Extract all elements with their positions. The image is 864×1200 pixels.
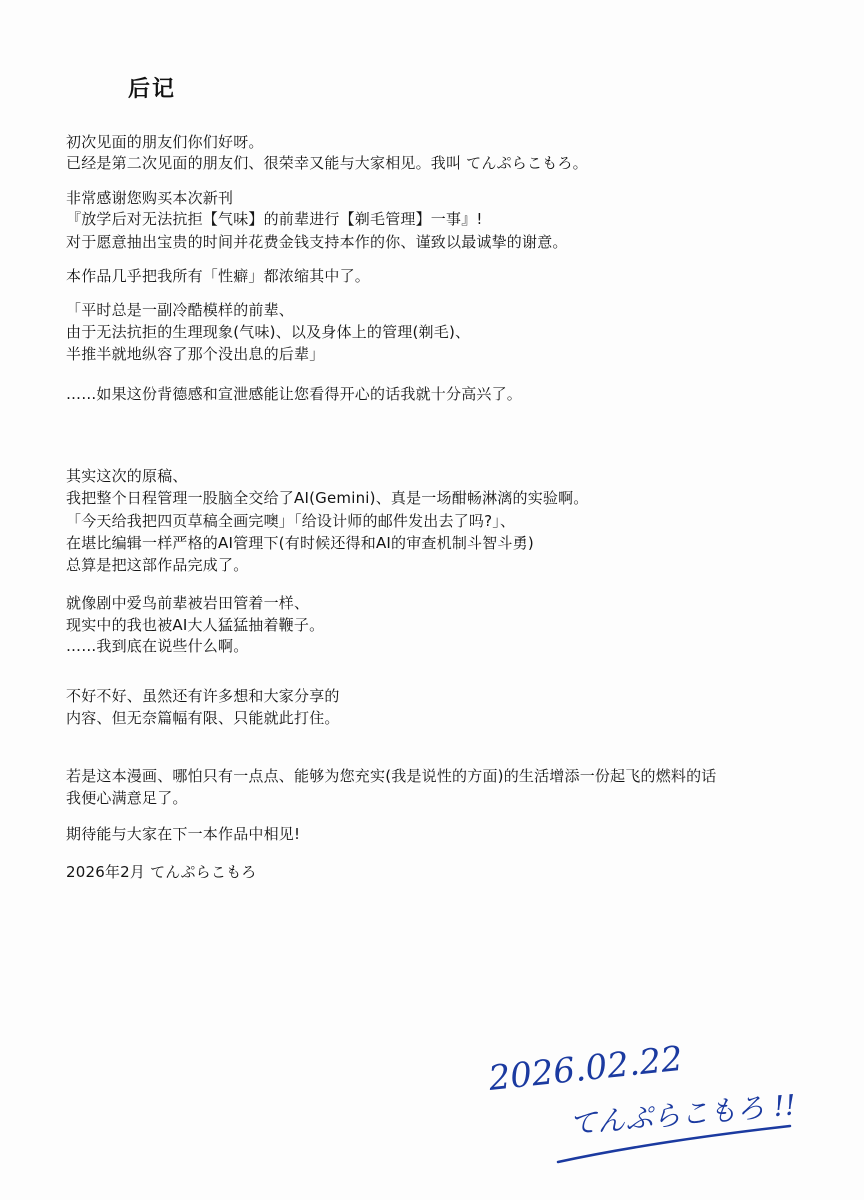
text-line: 「平时总是一副冷酷模样的前辈、 [66, 301, 295, 319]
handwritten-signature [470, 1030, 830, 1180]
text-line: 不好不好、虽然还有许多想和大家分享的 [66, 687, 340, 705]
text-line: 『放学后对无法抗拒【气味】的前辈进行【剃毛管理】一事』! [66, 210, 483, 228]
text-line: 若是这本漫画、哪怕只有一点点、能够为您充实(我是说性的方面)的生活增添一份起飞的燃料的话 [66, 767, 717, 785]
text-line: 已经是第二次见面的朋友们、很荣幸又能与大家相见。我叫 てんぷらこもろ。 [66, 154, 588, 172]
text-line: 本作品几乎把我所有「性癖」都浓缩其中了。 [66, 267, 371, 285]
text-line: 其实这次的原稿、 [66, 467, 188, 485]
text-line: 我把整个日程管理一股脑全交给了AI(Gemini)、真是一场酣畅淋漓的实验啊。 [66, 489, 589, 507]
text-line: ……我到底在说些什么啊。 [66, 637, 249, 655]
text-line: 「今天给我把四页草稿全画完噢」「给设计师的邮件发出去了吗?」、 [66, 512, 516, 530]
text-line: 期待能与大家在下一本作品中相见! [66, 825, 301, 843]
signature-svg [470, 1030, 830, 1180]
signature-date: 2026.02.22 [486, 1038, 685, 1099]
text-line: 总算是把这部作品完成了。 [66, 556, 249, 574]
signature-name: てんぷらこもろ !! [567, 1088, 798, 1141]
text-line: 由于无法抗拒的生理现象(气味)、以及身体上的管理(剃毛)、 [66, 323, 471, 341]
text-line: 半推半就地纵容了那个没出息的后辈」 [66, 345, 325, 363]
text-line: 在堪比编辑一样严格的AI管理下(有时候还得和AI的审查机制斗智斗勇) [66, 534, 534, 552]
text-line: 非常感谢您购买本次新刊 [66, 189, 234, 207]
text-line: 2026年2月 てんぷらこもろ [66, 863, 257, 881]
text-line: ……如果这份背德感和宣泄感能让您看得开心的话我就十分高兴了。 [66, 385, 523, 403]
text-line: 现实中的我也被AI大人猛猛抽着鞭子。 [66, 616, 325, 634]
text-line: 内容、但无奈篇幅有限、只能就此打住。 [66, 709, 340, 727]
text-line: 初次见面的朋友们你们好呀。 [66, 133, 264, 151]
text-line: 就像剧中爱鸟前辈被岩田管着一样、 [66, 594, 310, 612]
text-line: 我便心满意足了。 [66, 789, 188, 807]
page-title: 后记 [128, 77, 177, 102]
text-line: 对于愿意抽出宝贵的时间并花费金钱支持本作的你、谨致以最诚挚的谢意。 [66, 233, 568, 251]
